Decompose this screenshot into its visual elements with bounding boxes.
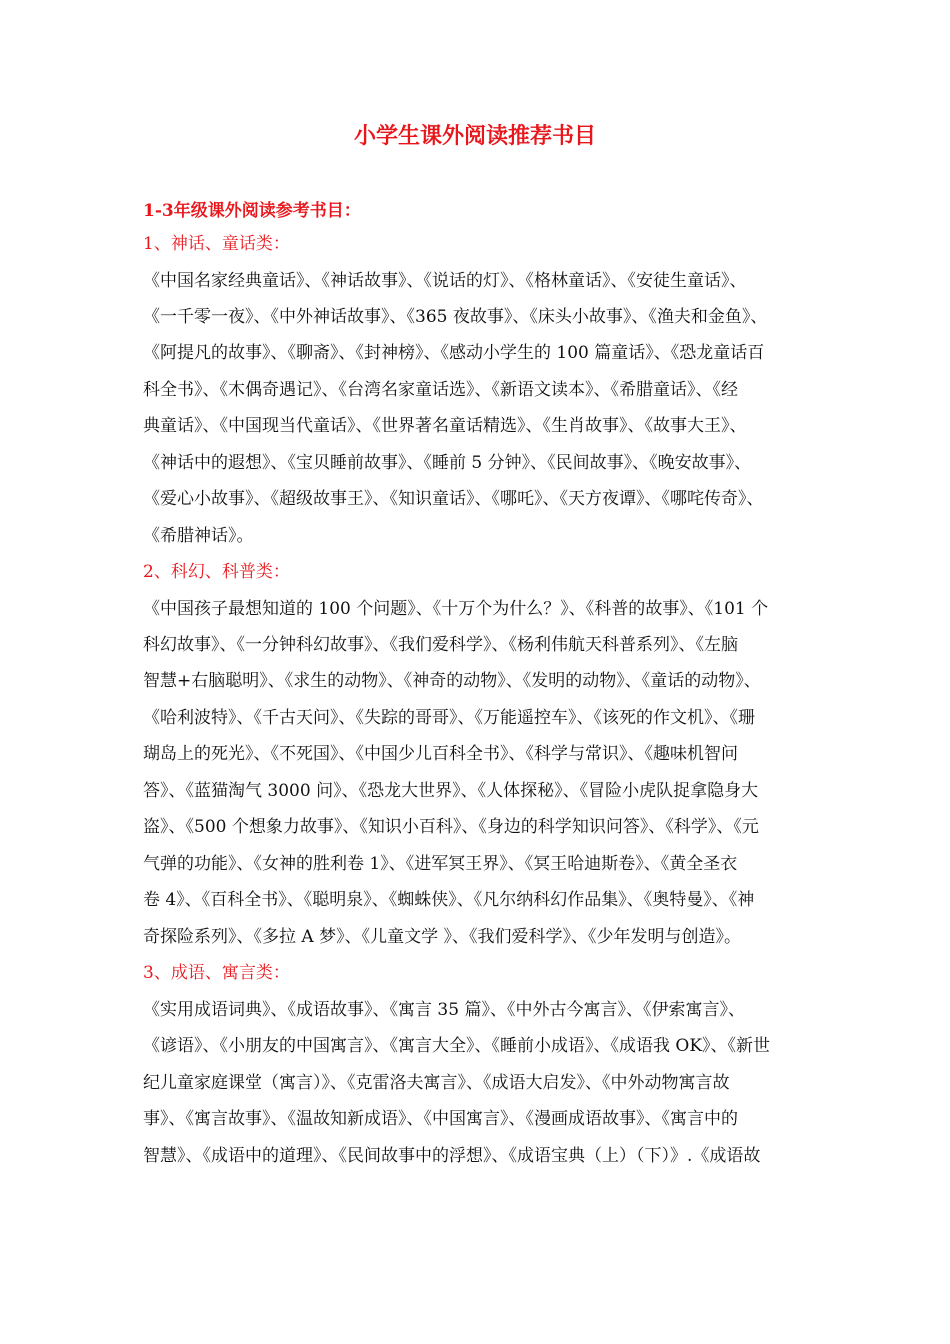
book-list-line: 科全书》、《木偶奇遇记》、《台湾名家童话选》、《新语文读本》、《希腊童话》、《经 xyxy=(143,380,738,400)
book-list-line: 《哈利波特》、《千古天问》、《失踪的哥哥》、《万能遥控车》、《该死的作文机》、《珊 xyxy=(143,708,755,728)
book-list-line: 卷 4》、《百科全书》、《聪明泉》、《蜘蛛侠》、《凡尔纳科幻作品集》、《奥特曼》、《神 xyxy=(143,890,755,910)
section-heading-myth-fairy-tale: 1、神话、童话类： xyxy=(143,234,290,254)
book-list-line: 智慧+右脑聪明》、《求生的动物》、《神奇的动物》、《发明的动物》、《童话的动物》、 xyxy=(143,671,761,691)
page-title: 小学生课外阅读推荐书目 xyxy=(353,123,596,149)
book-list-line: 智慧》、《成语中的道理》、《民间故事中的浮想》、《成语宝典（上）（下）》.《成语故 xyxy=(143,1146,761,1166)
book-list-line: 《中国名家经典童话》、《神话故事》、《说话的灯》、《格林童话》、《安徒生童话》、 xyxy=(143,271,747,291)
book-list-line: 《一千零一夜》、《中外神话故事》、《365 夜故事》、《床头小故事》、《渔夫和金鱼》、 xyxy=(143,307,768,327)
book-list-line: 典童话》、《中国现当代童话》、《世界著名童话精选》、《生肖故事》、《故事大王》、 xyxy=(143,416,747,436)
book-list-line: 奇探险系列》、《多拉 A 梦》、《儿童文学 》、《我们爱科学》、《少年发明与创造》。 xyxy=(143,927,741,947)
book-list-line: 《爱心小故事》、《超级故事王》、《知识童话》、《哪吒》、《天方夜谭》、《哪咤传奇》、 xyxy=(143,489,764,509)
book-list-line: 瑚岛上的死光》、《不死国》、《中国少儿百科全书》、《科学与常识》、《趣味机智问 xyxy=(143,744,738,764)
section-heading-idiom-fable: 3、成语、寓言类： xyxy=(143,963,290,983)
grade-subtitle: 1-3年级课外阅读参考书目： xyxy=(143,201,361,221)
book-list-line: 《神话中的遐想》、《宝贝睡前故事》、《睡前 5 分钟》、《民间故事》、《晚安故事》、 xyxy=(143,453,752,473)
book-list-line: 气弹的功能》、《女神的胜利卷 1》、《进军冥王界》、《冥王哈迪斯卷》、《黄全圣衣 xyxy=(143,854,738,874)
book-list-line: 《阿提凡的故事》、《聊斋》、《封神榜》、《感动小学生的 100 篇童话》、《恐龙童话百 xyxy=(143,343,765,363)
book-list-line: 《谚语》、《小朋友的中国寓言》、《寓言大全》、《睡前小成语》、《成语我 OK》、《新世 xyxy=(143,1036,771,1056)
book-list-line: 盗》、《500 个想象力故事》、《知识小百科》、《身边的科学知识问答》、《科学》、《元 xyxy=(143,817,759,837)
book-list-line: 《希腊神话》。 xyxy=(143,526,254,546)
section-heading-science: 2、科幻、科普类： xyxy=(143,562,290,582)
book-list-line: 事》、《寓言故事》、《温故知新成语》、《中国寓言》、《漫画成语故事》、《寓言中的 xyxy=(143,1109,738,1129)
book-list-line: 《实用成语词典》、《成语故事》、《寓言 35 篇》、《中外古今寓言》、《伊索寓言》、 xyxy=(143,1000,745,1020)
book-list-line: 科幻故事》、《一分钟科幻故事》、《我们爱科学》、《杨利伟航天科普系列》、《左脑 xyxy=(143,635,738,655)
book-list-line: 纪儿童家庭课堂（寓言）》、《克雷洛夫寓言》、《成语大启发》、《中外动物寓言故 xyxy=(143,1073,730,1093)
book-list-line: 《中国孩子最想知道的 100 个问题》、《十万个为什么？》、《科普的故事》、《101 个 xyxy=(143,599,769,619)
book-list-line: 答》、《蓝猫淘气 3000 问》、《恐龙大世界》、《人体探秘》、《冒险小虎队捉拿隐身大 xyxy=(143,781,759,801)
